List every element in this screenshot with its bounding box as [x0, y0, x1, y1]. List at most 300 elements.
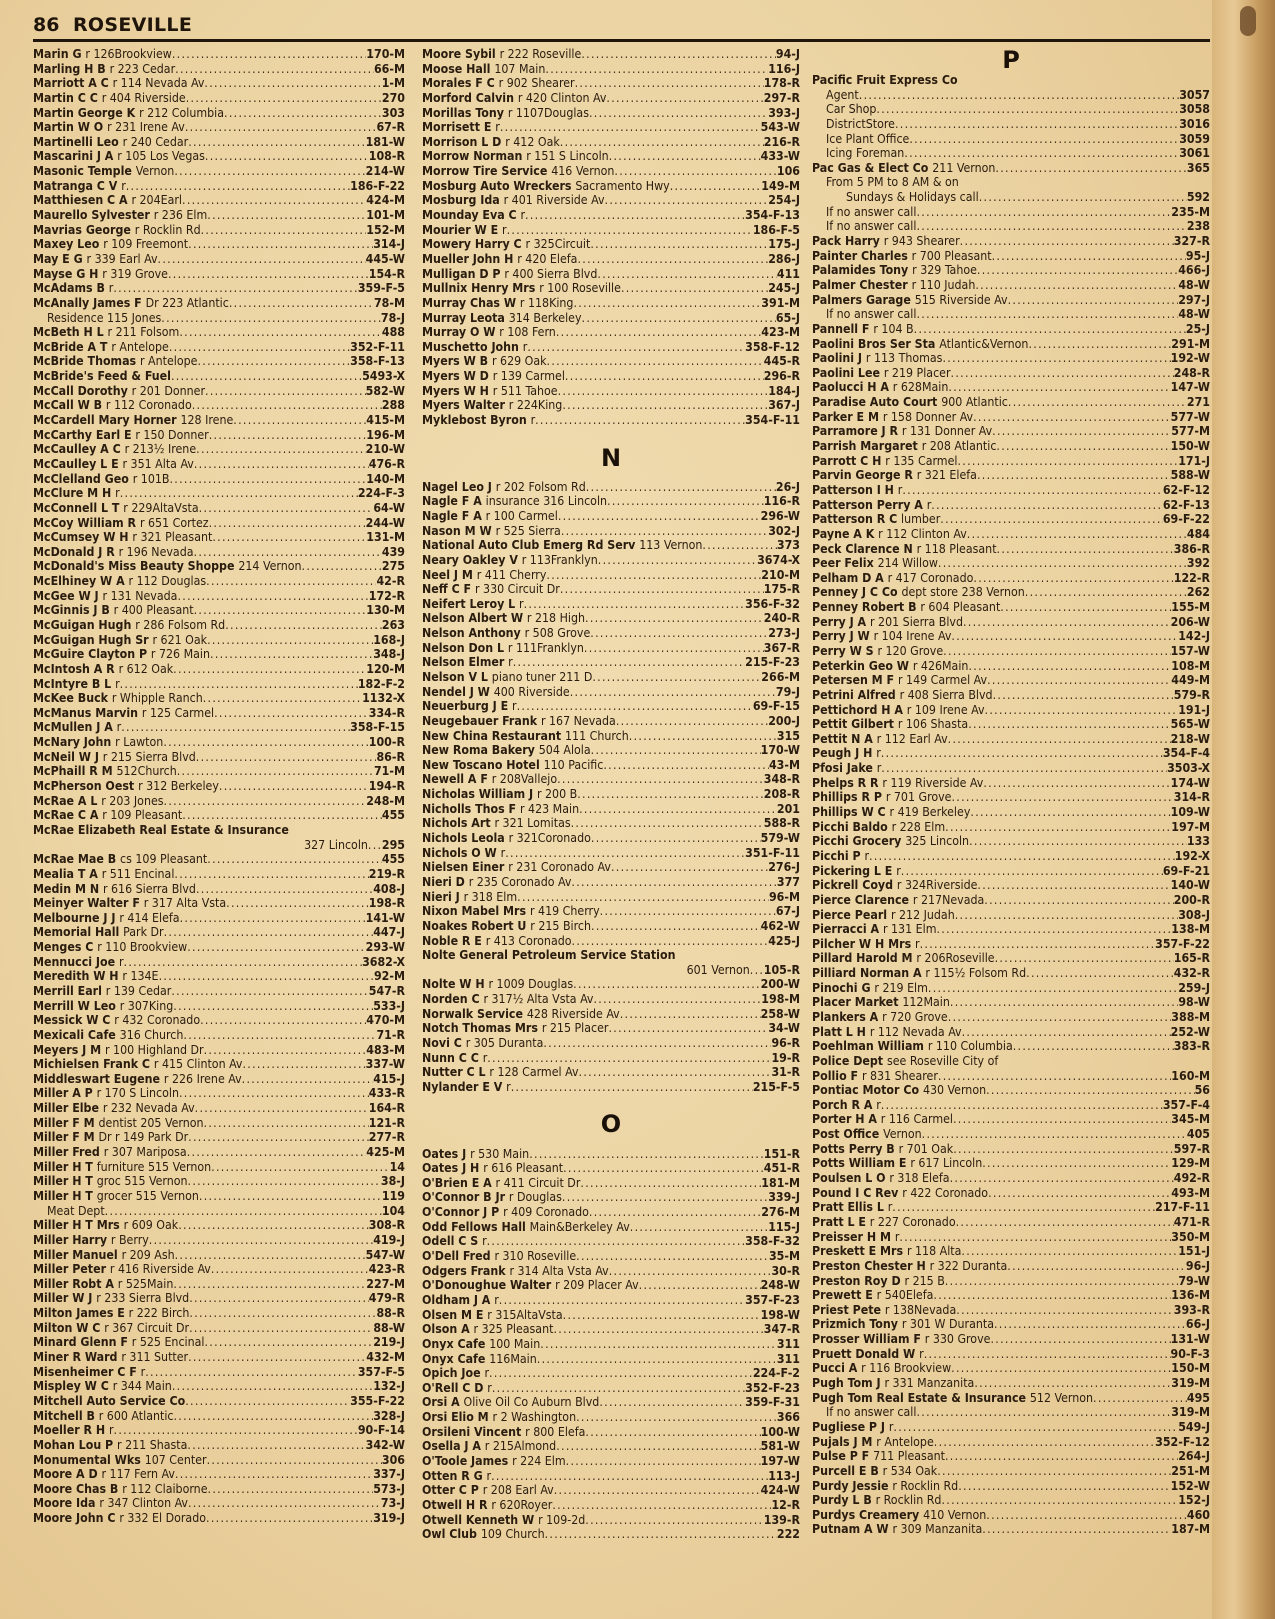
listing-name-text: New Roma Bakery: [422, 743, 535, 758]
phone-number: 88-R: [376, 1306, 405, 1321]
leader-dots: [589, 1205, 761, 1220]
phone-number: 393-R: [1173, 1302, 1210, 1317]
leader-dots: [958, 1479, 1170, 1494]
listing-row: [33, 1248, 405, 1263]
leader-dots: [961, 1244, 1178, 1259]
leader-dots: [487, 1051, 771, 1066]
listing-name-text: Nagle F A: [422, 494, 482, 509]
listing-name: [812, 1039, 1013, 1054]
listing-name-text: Matranga C V: [33, 178, 118, 193]
listing-address: r: [116, 720, 122, 735]
listing-address: r: [520, 208, 526, 223]
listing-name: [812, 878, 977, 893]
phone-number: 171-J: [1178, 453, 1210, 468]
listing-name-text: Phelps R R: [812, 775, 879, 790]
leader-dots: [572, 934, 769, 949]
phone-number: 201: [776, 801, 800, 816]
listing-name-text: Marin G: [33, 47, 82, 61]
listing-name-text: Noakes Robert U: [422, 918, 527, 933]
listing-name: [304, 838, 368, 853]
listing-name: [812, 351, 942, 366]
phone-number: 3016: [1179, 116, 1210, 131]
phone-number: 108-M: [1171, 658, 1210, 673]
listing-name: [33, 969, 159, 984]
listing-name: [33, 911, 180, 926]
listing-name-text: Pontiac Motor Co: [812, 1083, 920, 1098]
listing-address: r 151 S Lincoln: [526, 149, 609, 164]
phone-number: 266-M: [761, 669, 800, 684]
listing-row: [812, 951, 1210, 966]
listing-address: r 416 Riverside Av: [109, 1262, 211, 1277]
listing-address: r 116 Carmel: [880, 1112, 953, 1127]
listing-row: [33, 750, 405, 765]
listing-name-text: Neuerburg J E: [422, 699, 509, 714]
listing-address: r 423 Main: [519, 801, 580, 816]
listing-row: [33, 1321, 405, 1336]
listing-name-text: Morrow Tire Service: [422, 164, 548, 179]
listing-name: [422, 1513, 585, 1528]
listing-row: [33, 267, 405, 282]
directory-column-1: [33, 47, 405, 1526]
leader-dots: [529, 1147, 764, 1162]
listing-name-text: Miller F M: [33, 1115, 95, 1130]
leader-dots: [630, 1220, 768, 1235]
phone-number: 116-R: [763, 494, 800, 509]
listing-address: r 1009 Douglas: [488, 977, 574, 992]
phone-number: 366: [776, 1410, 800, 1425]
listing-name-text: Porter H A: [812, 1112, 877, 1127]
listing-name: [422, 1065, 579, 1080]
phone-number: 218-W: [1170, 731, 1210, 746]
listing-address: 512 Vernon: [1029, 1390, 1094, 1405]
phone-number: 248-W: [760, 1278, 800, 1293]
listing-name: [33, 1306, 189, 1321]
phone-number: 165-R: [1173, 951, 1210, 966]
listing-row: [812, 1259, 1210, 1274]
listing-row: [812, 1332, 1210, 1347]
listing-address: r 600 Atlantic: [98, 1408, 174, 1423]
phone-number: 377: [776, 874, 800, 889]
leader-dots: [942, 351, 1170, 366]
phone-number: 182-F-2: [357, 676, 405, 691]
listing-name-text: Picchi P: [812, 848, 861, 863]
listing-address: r 322 Duranta: [929, 1258, 1008, 1273]
listing-name: [33, 940, 187, 955]
leader-dots: [670, 179, 762, 194]
listing-name: [422, 1190, 562, 1205]
listing-name-text: Payne A K: [812, 526, 875, 541]
listing-name: [33, 1467, 175, 1482]
leader-dots: [219, 779, 369, 794]
listing-name-text: Patterson I H: [812, 482, 894, 497]
phone-number: 67-R: [376, 120, 405, 135]
listing-row: [812, 1508, 1210, 1523]
phone-number: 101-M: [366, 208, 405, 223]
listing-address: r 700 Pleasant: [911, 248, 992, 263]
listing-name-text: Mispley W C: [33, 1379, 109, 1394]
listing-address: 410 Vernon: [923, 1507, 987, 1522]
listing-name: [812, 234, 960, 249]
listing-name: [812, 1112, 953, 1127]
listing-row: [422, 685, 800, 700]
listing-name: [422, 91, 606, 106]
phone-number: 592: [1186, 190, 1210, 205]
listing-row: [33, 369, 405, 384]
listing-name-text: Potts William E: [812, 1156, 907, 1171]
leader-dots: [558, 509, 761, 524]
leader-dots: [185, 120, 377, 135]
leader-dots: [204, 1043, 367, 1058]
listing-row: [812, 1054, 1210, 1069]
phone-number: 302-J: [768, 523, 800, 538]
listing-name-text: Martin W O: [33, 120, 104, 135]
phone-number: 293-W: [365, 940, 405, 955]
phone-number: 106: [776, 164, 800, 179]
leader-dots: [208, 1482, 374, 1497]
listing-row: [812, 1317, 1210, 1332]
listing-name-text: Martinelli Leo: [33, 134, 119, 149]
leader-dots: [600, 904, 776, 919]
listing-row: [812, 234, 1210, 249]
listing-name-text: McCarthy Earl E: [33, 427, 132, 442]
leader-dots: [206, 1511, 373, 1526]
listing-name-text: McNary John: [33, 735, 112, 750]
listing-address: r: [864, 848, 870, 863]
listing-name-text: Mowery Harry C: [422, 237, 522, 252]
phone-number: 367-R: [763, 640, 800, 655]
phone-number: 86-R: [376, 749, 405, 764]
listing-name: [422, 670, 592, 685]
page-curl: [1212, 0, 1275, 1619]
listing-name: [33, 1043, 204, 1058]
phone-number: 573-J: [373, 1481, 405, 1496]
leader-dots: [172, 1379, 373, 1394]
phone-number: 425-J: [768, 933, 800, 948]
listing-name: [422, 223, 507, 238]
listing-address: 601 Vernon: [686, 962, 750, 977]
header-rule: [33, 39, 1210, 42]
leader-dots: [197, 354, 350, 369]
listing-name: [812, 1435, 934, 1450]
listing-row: [33, 530, 405, 545]
listing-address: r 236 Elm: [153, 208, 208, 223]
listing-row: [33, 1291, 405, 1306]
listing-name-text: Norden C: [422, 992, 480, 1007]
listing-row: [812, 512, 1210, 527]
listing-name-text: Nicholas William J: [422, 787, 534, 802]
listing-name: [422, 193, 605, 208]
listing-name-text: Pugh Tom J: [812, 1376, 881, 1391]
listing-name: [33, 472, 169, 487]
listing-name: [812, 937, 920, 952]
listing-name: [422, 860, 611, 875]
phone-number: 449-M: [1171, 673, 1210, 688]
listing-name-text: Pulse P F: [812, 1449, 870, 1464]
listing-name-text: Murray Chas W: [422, 295, 517, 310]
listing-name: [422, 904, 600, 919]
phone-number: 432-R: [1173, 966, 1210, 981]
leader-dots: [164, 925, 374, 940]
listing-address: r 321 Elefa: [916, 468, 977, 483]
listing-row: [812, 908, 1210, 923]
leader-dots: [901, 864, 1163, 879]
listing-name: [33, 47, 172, 62]
listing-name: [422, 919, 591, 934]
listing-name: [33, 1160, 211, 1175]
leader-dots: [120, 677, 358, 692]
listing-name: [812, 1171, 950, 1186]
phone-number: 100-R: [368, 735, 405, 750]
leader-dots: [916, 307, 1178, 322]
listing-name-text: Potts Perry B: [812, 1141, 895, 1156]
listing-name-text: Onyx Cafe: [422, 1351, 486, 1366]
listing-name: [33, 1174, 188, 1189]
listing-address: r Berry: [110, 1232, 149, 1247]
phone-number: 184-J: [768, 383, 800, 398]
listing-name-text: Moeller R H: [33, 1423, 106, 1438]
leader-dots: [914, 322, 1186, 337]
listing-row: [33, 823, 405, 838]
listing-address: r Douglas: [508, 1190, 562, 1205]
listing-name: [812, 849, 869, 864]
listing-address: If no answer call: [826, 1405, 917, 1420]
leader-dots: [589, 106, 768, 121]
listing-address: r 943 Shearer: [883, 234, 960, 249]
listing-name: [33, 925, 164, 940]
listing-name-text: Petersen M F: [812, 673, 895, 688]
listing-name: [422, 1308, 563, 1323]
phone-number: 43-M: [768, 757, 800, 772]
leader-dots: [558, 384, 769, 399]
listing-name: [812, 981, 928, 996]
listing-address: r 215 B: [904, 1273, 945, 1288]
leader-dots: [565, 369, 764, 384]
listing-row: [33, 882, 405, 897]
leader-dots: [302, 559, 382, 574]
phone-number: 56: [1194, 1083, 1210, 1098]
listing-name: [812, 395, 1008, 410]
listing-name: [33, 267, 168, 282]
leader-dots: [188, 237, 373, 252]
listing-name: [422, 62, 545, 77]
leader-dots: [196, 750, 377, 765]
listing-name: [812, 1420, 893, 1435]
phone-number: 244-W: [365, 515, 405, 530]
listing-row: [422, 611, 800, 626]
listing-name-text: Miller H T Mrs: [33, 1218, 120, 1233]
listing-address: Olive Oil Co Auburn Blvd: [463, 1395, 600, 1410]
listing-name-text: McRae Mae B: [33, 852, 117, 867]
listing-name-text: Pratt Ellis L: [812, 1200, 884, 1215]
leader-dots: [608, 1021, 768, 1036]
listing-name-text: Parramore J R: [812, 424, 899, 439]
leader-dots: [603, 758, 769, 773]
listing-address: r: [482, 1050, 488, 1065]
phone-number: 582-W: [365, 383, 405, 398]
listing-address: r 329 Tahoe: [912, 263, 977, 278]
listing-address: r 218 High: [526, 611, 586, 626]
listing-name-text: Milton James E: [33, 1306, 125, 1321]
phone-number: 152-J: [1178, 1493, 1210, 1508]
listing-address: 112Main: [902, 995, 950, 1010]
listing-address: r: [522, 339, 528, 354]
listing-row: [33, 47, 405, 62]
listing-name: [812, 1215, 956, 1230]
listing-row: [422, 714, 800, 729]
listing-row: [422, 816, 800, 831]
listing-name-text: McClelland Geo: [33, 471, 129, 486]
leader-dots: [968, 659, 1171, 674]
listing-name-text: Memorial Hall: [33, 925, 120, 940]
listing-name: [33, 764, 177, 779]
phone-number: 337-J: [373, 1467, 405, 1482]
listing-row: [422, 1036, 800, 1051]
phone-number: 129-M: [1171, 1156, 1210, 1171]
listing-name-text: Myers W B: [422, 354, 489, 369]
listing-name-text: Morrow Norman: [422, 149, 523, 164]
phone-number: 178-R: [763, 76, 800, 91]
phone-number: 35-M: [768, 1249, 800, 1264]
leader-dots: [928, 981, 1178, 996]
listing-address: r 609 Oak: [123, 1218, 179, 1233]
leader-dots: [186, 91, 382, 106]
listing-name: [812, 585, 1025, 600]
listing-name-text: Neel J M: [422, 567, 473, 582]
listing-address: r 158 Donner Av: [882, 409, 974, 424]
listing-row: [33, 1511, 405, 1526]
listing-name-text: Miller H T: [33, 1174, 93, 1189]
listing-name: [687, 963, 750, 978]
listing-row: [812, 1347, 1210, 1362]
phone-number: 164-R: [368, 1101, 405, 1116]
listing-address: r 115½ Folsom Rd: [925, 966, 1027, 981]
listing-name-text: Maxey Leo: [33, 237, 100, 252]
phone-number: 286-J: [768, 251, 800, 266]
leader-dots: [948, 1010, 1172, 1025]
listing-address: r 204Earl: [131, 193, 182, 208]
phone-number: 62-F-12: [1162, 482, 1210, 497]
listing-address: r 222 Roseville: [499, 47, 582, 61]
listing-name: [33, 1072, 242, 1087]
listing-address: r 318 Elm: [463, 889, 518, 904]
phone-number: 48-W: [1178, 277, 1210, 292]
phone-number: 192-X: [1174, 848, 1210, 863]
listing-name-text: O'Toole James: [422, 1454, 509, 1469]
listing-row: [812, 600, 1210, 615]
leader-dots: [936, 922, 1171, 937]
listing-name-text: Paolucci H A: [812, 380, 889, 395]
phone-number: 276-J: [768, 860, 800, 875]
listing-name-text: Petrini Alfred: [812, 687, 896, 702]
phone-number: 142-J: [1178, 629, 1210, 644]
listing-address: r: [876, 746, 881, 761]
listing-address: r Rocklin Rd: [875, 1493, 942, 1508]
listing-row: [812, 1244, 1210, 1259]
leader-dots: [967, 527, 1187, 542]
listing-name-text: Osella J A: [422, 1439, 481, 1454]
leader-dots: [570, 685, 776, 700]
listing-name: [812, 834, 969, 849]
listing-name: [422, 1498, 552, 1513]
listing-name: [422, 1205, 589, 1220]
listing-address: 111 Church: [565, 728, 629, 743]
listing-name-text: Morrisett E: [422, 120, 492, 135]
listing-address: r 420 Clinton Av: [517, 90, 607, 105]
listing-row: [33, 1350, 405, 1365]
listing-address: r Antelope: [876, 1434, 934, 1449]
listing-name-text: Myers W D: [422, 369, 489, 384]
listing-name: [812, 1230, 899, 1245]
leader-dots: [563, 1161, 764, 1176]
listing-name: [812, 542, 997, 557]
listing-name: [812, 424, 992, 439]
listing-name-text: Myers W H: [422, 383, 489, 398]
listing-address: r 534 Oak: [882, 1463, 938, 1478]
listing-address: 116Main: [489, 1351, 537, 1366]
phone-number: 311: [776, 1336, 800, 1351]
leader-dots: [524, 597, 746, 612]
phone-number: 543-W: [760, 120, 800, 135]
phone-number: 355-F-22: [350, 1393, 405, 1408]
listing-address: r: [506, 1079, 511, 1094]
listing-name: [33, 1365, 145, 1380]
listing-address: r 616 Sierra Blvd: [102, 881, 196, 896]
listing-address: r 701 Grove: [885, 790, 952, 805]
listing-row: [812, 1171, 1210, 1186]
listing-address: 430 Vernon: [922, 1083, 987, 1098]
listing-row: [812, 1479, 1210, 1494]
listing-name: [422, 948, 675, 963]
listing-name: [812, 132, 909, 147]
listing-name: [812, 805, 970, 820]
phone-number: 388-M: [1171, 1010, 1210, 1024]
listing-name: [33, 252, 158, 267]
phone-number: 181-M: [761, 1175, 800, 1190]
listing-address: r 213½ Irene: [124, 442, 197, 457]
listing-address: r: [894, 1229, 900, 1244]
listing-name: [33, 1394, 185, 1409]
phone-number: 224-F-3: [357, 486, 405, 501]
listing-name: [812, 278, 975, 293]
listing-row: [422, 670, 800, 685]
phone-number: 315: [776, 728, 800, 743]
listing-address: r 307 Mariposa: [103, 1145, 187, 1160]
listing-name: [812, 908, 955, 923]
listing-name-text: Moore Sybil: [422, 47, 496, 61]
listing-name-text: Phillips W C: [812, 805, 886, 820]
listing-address: r 325 Pleasant: [473, 1322, 554, 1337]
listing-row: [812, 263, 1210, 278]
listing-row: [812, 790, 1210, 805]
listing-row: [812, 937, 1210, 952]
listing-address: r 426Main: [912, 658, 969, 673]
phone-number: 547-W: [365, 1247, 405, 1262]
listing-address: r 228 Elm: [891, 819, 946, 834]
listing-name: [422, 1051, 487, 1066]
listing-row: [422, 919, 800, 934]
listing-name-text: Nichols O W: [422, 845, 497, 860]
listing-row: [422, 296, 800, 311]
listing-row: [422, 1498, 800, 1513]
listing-name: [422, 699, 517, 714]
leader-dots: [225, 618, 382, 633]
listing-name: [422, 1278, 639, 1293]
phone-number: 181-W: [365, 134, 405, 149]
phone-number: 95-J: [1185, 248, 1210, 263]
listing-row: [33, 311, 405, 326]
listing-name-text: Mullnix Henry Mrs: [422, 281, 536, 296]
listing-name-text: Otter C P: [422, 1483, 479, 1498]
